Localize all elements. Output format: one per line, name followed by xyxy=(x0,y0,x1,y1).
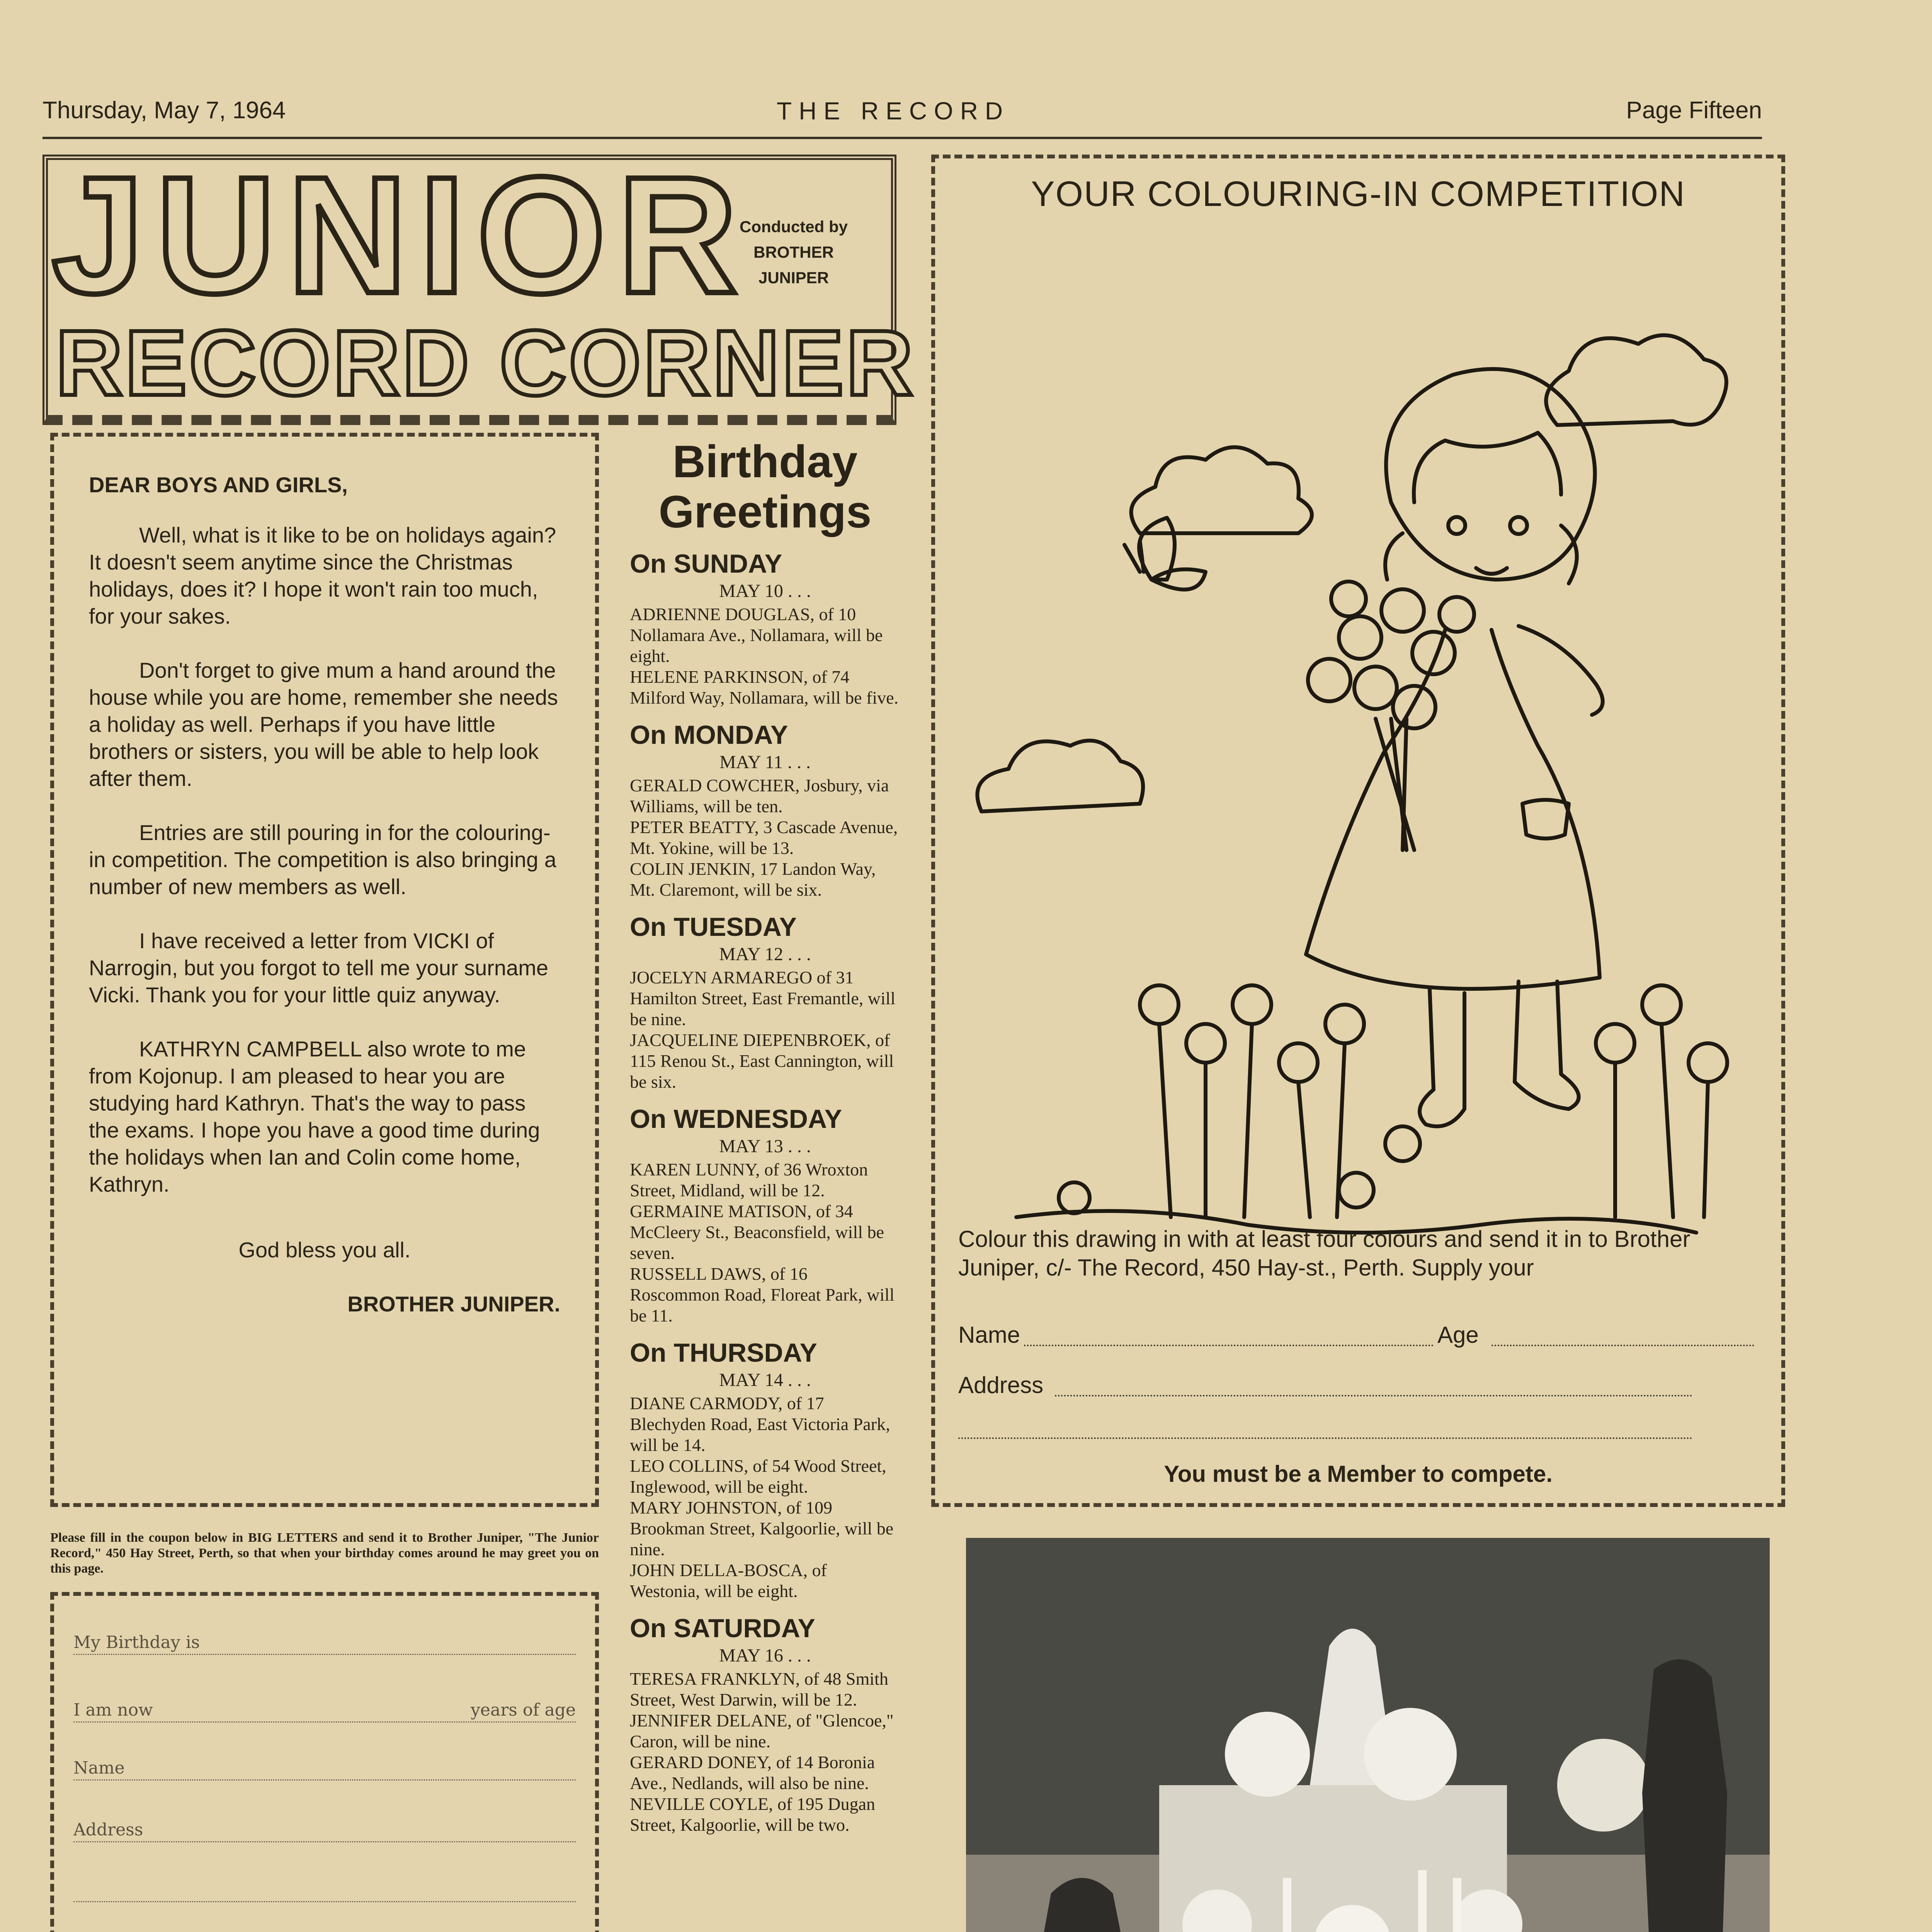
competition-address-label: Address xyxy=(958,1372,1044,1398)
birthday-date: MAY 13 . . . xyxy=(719,1136,811,1156)
girl-standing xyxy=(1642,1659,1727,1932)
coupon-birthday-label: My Birthday is xyxy=(73,1633,200,1652)
birthday-date: MAY 10 . . . xyxy=(719,581,811,601)
altar-photo xyxy=(966,1538,1770,1932)
coupon-name-line[interactable] xyxy=(73,1779,576,1781)
birthday-entry: JOHN DELLA-BOSCA, of Westonia, will be eight. xyxy=(630,1560,827,1601)
birthday-entry: DIANE CARMODY, of 17 Blechyden Road, East Victoria Park, will be 14. xyxy=(630,1393,890,1455)
newspaper-name: THE RECORD xyxy=(777,97,1010,125)
letter-blessing: God bless you all. xyxy=(238,1238,411,1262)
page-header xyxy=(43,97,1762,139)
letter-paragraph: Don't forget to give mum a hand around the house while you are home, remember she needs a holiday as well. Perhaps if you have little brothers or sisters, you will be able to help look after them. xyxy=(89,658,558,791)
coupon-address-line[interactable] xyxy=(73,1901,576,1902)
coupon-birthday-line[interactable] xyxy=(73,1654,576,1655)
cloud-icon xyxy=(977,741,1143,811)
letter-paragraph: I have received a letter from VICKI of Narrogin, but you forgot to tell me your surname Vicki. Thank you for your little quiz anyway. xyxy=(89,929,549,1007)
competition-address-field[interactable] xyxy=(958,1437,1692,1439)
garden-flowers xyxy=(1016,985,1727,1233)
birthday-entry: NEVILLE COYLE, of 195 Dugan Street, Kalgoorlie, will be two. xyxy=(630,1794,875,1835)
birthday-entry: PETER BEATTY, 3 Cascade Avenue, Mt. Yokine, will be 13. xyxy=(630,817,898,858)
coupon-age-suffix: years of age xyxy=(471,1700,576,1720)
birthday-date: MAY 14 . . . xyxy=(719,1370,811,1390)
competition-age-field[interactable] xyxy=(1492,1345,1754,1346)
competition-age-label: Age xyxy=(1437,1322,1479,1348)
competition-address-field[interactable] xyxy=(1055,1395,1692,1396)
masthead-title-junior: JUNIOR xyxy=(52,143,749,328)
letter-box xyxy=(50,433,599,1507)
birthday-entry: ADRIENNE DOUGLAS, of 10 Nollamara Ave., Nollamara, will be eight. xyxy=(630,604,883,666)
coupon-instructions: Please fill in the coupon below in BIG LETTERS and send it to Brother Juniper, "The Junior Record," 450 Hay Street, Perth, so that when your birthday comes around he may greet you on this page. xyxy=(50,1531,599,1576)
birthday-entry: HELENE PARKINSON, of 74 Milford Way, Nollamara, will be five. xyxy=(630,667,899,707)
coupon-form xyxy=(50,1592,599,1932)
competition-member-note: You must be a Member to compete. xyxy=(1164,1461,1553,1487)
birthday-day-heading: On SATURDAY xyxy=(630,1614,815,1643)
letter-paragraph: KATHRYN CAMPBELL also wrote to me from Kojonup. I am pleased to hear you are studying hard Kathryn. That's the way to pass the exams. I hope you have a good time during the holidays when Ian and Colin come home, Kathryn. xyxy=(89,1037,540,1196)
birthday-day-heading: On THURSDAY xyxy=(630,1338,817,1367)
birthday-entry: JENNIFER DELANE, of "Glencoe," Caron, will be nine. xyxy=(630,1711,894,1751)
birthday-entry: LEO COLLINS, of 54 Wood Street, Inglewood, will be eight. xyxy=(630,1456,886,1497)
issue-date: Thursday, May 7, 1964 xyxy=(43,97,286,124)
birthday-title: Birthday Greetings xyxy=(658,436,872,537)
birthday-day-heading: On WEDNESDAY xyxy=(630,1104,842,1134)
coupon-age-label: I am now xyxy=(73,1700,153,1720)
coupon-age-line[interactable] xyxy=(73,1721,576,1723)
birthday-day-heading: On MONDAY xyxy=(630,720,788,750)
letter-paragraph: Well, what is it like to be on holidays again? It doesn't seem anytime since the Christmas holidays, does it? I hope it won't rain too much, for your sakes. xyxy=(89,523,556,628)
flower-icon xyxy=(1308,582,1474,850)
letter-salutation: DEAR BOYS AND GIRLS, xyxy=(89,473,348,497)
letter-signature: BROTHER JUNIPER. xyxy=(347,1292,560,1316)
page-number: Page Fifteen xyxy=(1626,97,1762,124)
girl-figure xyxy=(1306,369,1603,1126)
competition-title: YOUR COLOURING-IN COMPETITION xyxy=(1031,174,1685,214)
masthead xyxy=(43,143,915,425)
coupon-name-label: Name xyxy=(73,1758,125,1778)
letter-paragraph: Entries are still pouring in for the colouring-in competition. The competition is also bringing a number of new members as well. xyxy=(89,820,556,899)
masthead-title-record-corner: RECORD CORNER xyxy=(56,311,915,415)
competition-name-label: Name xyxy=(958,1322,1020,1348)
birthday-date: MAY 11 . . . xyxy=(719,752,811,772)
birthday-entry: TERESA FRANKLYN, of 48 Smith Street, West Darwin, will be 12. xyxy=(630,1669,888,1709)
conducted-by: Conducted by BROTHER JUNIPER xyxy=(740,218,848,287)
birthday-day-heading: On SUNDAY xyxy=(630,549,782,578)
birthday-date: MAY 12 . . . xyxy=(719,944,811,964)
coupon-address-line[interactable] xyxy=(73,1841,576,1842)
birthday-entry: MARY JOHNSTON, of 109 Brookman Street, Kalgoorlie, will be nine. xyxy=(630,1498,894,1559)
coupon-address-label: Address xyxy=(73,1820,143,1840)
colouring-drawing xyxy=(958,232,1762,1372)
birthday-date: MAY 16 . . . xyxy=(719,1645,811,1666)
birthday-entry: JACQUELINE DIEPENBROEK, of 115 Renou St., East Cannington, will be six. xyxy=(630,1030,894,1092)
birthday-entry: GERMAINE MATISON, of 34 McCleery St., Beaconsfield, will be seven. xyxy=(630,1201,884,1263)
competition-name-field[interactable] xyxy=(1024,1345,1434,1346)
birthday-entry: COLIN JENKIN, 17 Landon Way, Mt. Claremont, will be six. xyxy=(630,859,876,900)
competition-instructions: Colour this drawing in with at least four colours and send it in to Brother Juniper, c/- The Record, 450 Hay-st., Perth. Supply your xyxy=(958,1226,1690,1281)
birthday-entry: GERALD COWCHER, Josbury, via Williams, will be ten. xyxy=(630,776,889,816)
birthday-column xyxy=(630,437,900,1932)
birthday-entry: KAREN LUNNY, of 36 Wroxton Street, Midland, will be 12. xyxy=(630,1160,868,1200)
birthday-entry: JOCELYN ARMAREGO of 31 Hamilton Street, East Fremantle, will be nine. xyxy=(630,968,896,1029)
birthday-day-heading: On TUESDAY xyxy=(630,912,797,942)
birthday-entry: GERARD DONEY, of 14 Boronia Ave., Nedlands, will also be nine. xyxy=(630,1752,875,1793)
competition-box xyxy=(931,155,1785,1507)
birthday-entry: RUSSELL DAWS, of 16 Roscommon Road, Floreat Park, will be 11. xyxy=(630,1264,895,1325)
